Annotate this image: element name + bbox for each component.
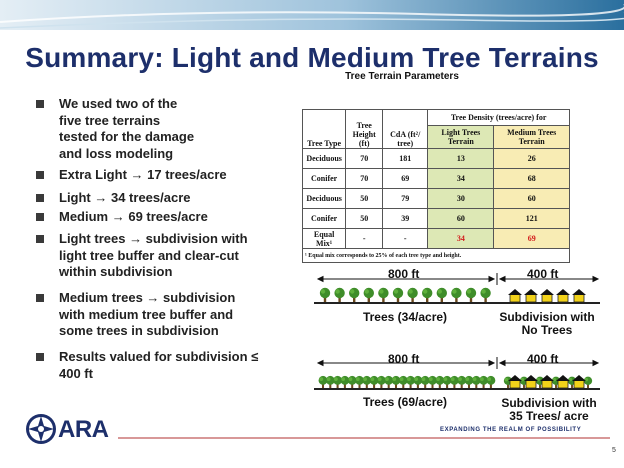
light-subdivision-caption: Subdivision with No Trees (499, 310, 595, 337)
bullet-item: Light trees → subdivision with light tree buffer and clear-cut within subdivision (36, 231, 286, 281)
bullet-item: We used two of the five tree terrains tested for the damage and loss modeling (36, 96, 286, 162)
tree-icon (355, 376, 364, 388)
tagline: EXPANDING THE REALM OF POSSIBILITY (440, 427, 582, 433)
tree-icon (393, 288, 403, 302)
tree-icon (364, 288, 374, 302)
tree-icon (334, 288, 344, 302)
tree-icon (443, 376, 452, 388)
house-icon (540, 289, 554, 302)
col-header-tree-height: Tree Height (ft) (346, 110, 383, 149)
col-header-cda: CdA (ft²/ tree) (383, 110, 428, 149)
tree-icon (326, 376, 335, 388)
medium-trees-caption: Trees (69/acre) (362, 395, 448, 409)
tree-icon (450, 376, 459, 388)
tree-icon (465, 376, 474, 388)
subdivision-dimension-medium: 400 ft (527, 352, 559, 366)
medium-subdivision-caption: Subdivision with 35 Trees/ acre (501, 396, 597, 423)
bullet-item: Light → 34 trees/acre (36, 190, 286, 207)
tree-icon (437, 288, 447, 302)
house-icon (572, 289, 586, 302)
house-icon (524, 289, 538, 302)
col-header-light: Light Trees Terrain (428, 126, 494, 149)
tree-icon (479, 376, 488, 388)
tree-icon (370, 376, 379, 388)
table-row: Deciduous 70 181 13 26 (303, 149, 570, 169)
tree-icon (333, 376, 342, 388)
tree-icon (584, 377, 592, 388)
tree-icon (435, 376, 444, 388)
house-icon (556, 289, 570, 302)
tree-icon (451, 288, 461, 302)
tree-icon (472, 376, 481, 388)
house-icon (508, 375, 522, 388)
logo-wordmark: ARA (58, 416, 109, 443)
tree-icon (486, 376, 495, 388)
bullet-item: Medium trees → subdivision with medium tree buffer and some trees in subdivision (36, 290, 286, 340)
table-row: Conifer 70 69 34 68 (303, 169, 570, 189)
light-trees-caption: Trees (34/acre) (362, 310, 448, 324)
house-icon (572, 375, 586, 388)
tree-icon (348, 376, 357, 388)
table-row: Equal Mix¹ - - 34 69 (303, 229, 570, 249)
tree-icon (422, 288, 432, 302)
page-number: 5 (612, 447, 616, 454)
tree-icon (384, 376, 393, 388)
tree-icon (392, 376, 401, 388)
tree-icon (378, 288, 388, 302)
col-header-medium: Medium Trees Terrain (494, 126, 570, 149)
tree-icon (320, 288, 330, 302)
table-title: Tree Terrain Parameters (345, 71, 459, 82)
bullet-item: Extra Light → 17 trees/acre (36, 167, 286, 184)
tree-icon (349, 288, 359, 302)
tree-icon (407, 288, 417, 302)
house-icon (508, 289, 522, 302)
tree-icon (466, 288, 476, 302)
tree-icon (428, 376, 437, 388)
table-row: Deciduous 50 79 30 60 (303, 189, 570, 209)
tree-icon (457, 376, 466, 388)
tree-icon (480, 288, 490, 302)
tree-icon (406, 376, 415, 388)
tree-icon (399, 376, 408, 388)
tree-icon (362, 376, 371, 388)
subdivision-dimension-light: 400 ft (527, 267, 559, 281)
house-icon (524, 375, 538, 388)
buffer-dimension-light: 800 ft (388, 267, 420, 281)
bullet-item: Medium → 69 trees/acre (36, 209, 286, 226)
house-icon (540, 375, 554, 388)
bullet-item: Results valued for subdivision ≤ 400 ft (36, 349, 286, 382)
tree-icon (377, 376, 386, 388)
table-footnote: ¹ Equal mix corresponds to 25% of each tree type and height. (303, 249, 570, 263)
table-row: Conifer 50 39 60 121 (303, 209, 570, 229)
col-group-header-density: Tree Density (trees/acre) for (428, 110, 570, 126)
buffer-dimension-medium: 800 ft (388, 352, 420, 366)
house-icon (556, 375, 570, 388)
slide-title: Summary: Light and Medium Tree Terrains (25, 42, 599, 73)
col-header-tree-type: Tree Type (303, 110, 346, 149)
tree-icon (421, 376, 430, 388)
ara-logo-icon (26, 414, 56, 444)
tree-icon (413, 376, 422, 388)
tree-icon (340, 376, 349, 388)
tree-icon (319, 376, 328, 388)
